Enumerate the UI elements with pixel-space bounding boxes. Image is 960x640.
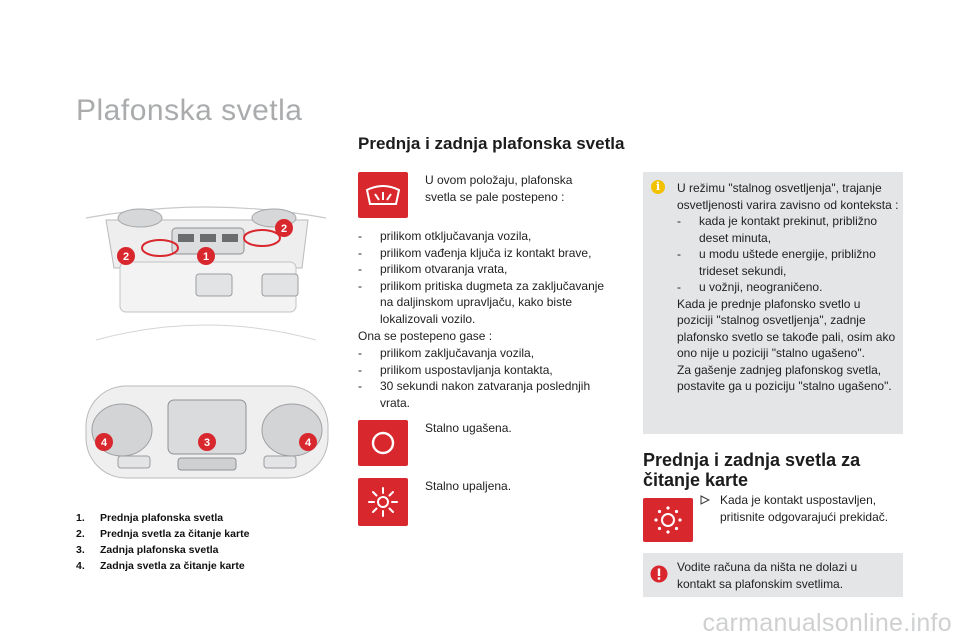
- lights-off-intro: Ona se postepeno gase :: [358, 329, 493, 343]
- svg-text:1: 1: [202, 251, 210, 263]
- callout-2-left: [117, 247, 135, 265]
- list-item: - prilikom pritiska dugmeta za zaključavanje na daljinskom upravljaču, kako biste lokalizovali vozilo.: [358, 278, 620, 328]
- lights-on-list: [358, 228, 620, 327]
- list-item: - kada je kontakt prekinut, približno deset minuta,: [677, 213, 899, 246]
- legend-item: 3. Zadnja plafonska svetla: [76, 544, 219, 556]
- svg-text:4: 4: [304, 437, 312, 449]
- list-item: - u vožnji, neograničeno.: [677, 279, 899, 296]
- always-off-icon-box: [358, 420, 408, 466]
- legend-item: 4. Zadnja svetla za čitanje karte: [76, 560, 245, 572]
- legend-list: [76, 510, 249, 574]
- callout-3: [198, 433, 216, 451]
- lights-off-list: [358, 345, 620, 411]
- page-title: Plafonska svetla: [76, 94, 303, 127]
- svg-text:2: 2: [122, 251, 130, 263]
- door-courtesy-icon-box: [358, 172, 408, 218]
- callout-2-right: [275, 219, 293, 237]
- reading-instruction: Kada je kontakt uspostavljen, pritisnite odgovarajući prekidač.: [700, 492, 900, 525]
- info-icon: i: [651, 180, 665, 194]
- list-item: - prilikom otključavanja vozila,: [358, 228, 620, 245]
- info-paragraph: Za gašenje zadnjeg plafonskog svetla, postavite ga u poziciju "stalno ugašeno".: [677, 362, 892, 393]
- reading-lights-title: Prednja i zadnja svetla za čitanje karte: [643, 450, 861, 490]
- legend-item: 2. Prednja svetla za čitanje karte: [76, 528, 250, 540]
- info-intro: U režimu "stalnog osvetljenja", trajanje osvetljenosti varira zavisno od konteksta :: [677, 181, 899, 212]
- reading-light-icon: [652, 504, 684, 536]
- svg-text:4: 4: [100, 437, 108, 449]
- always-on-label: Stalno upaljena.: [425, 479, 512, 493]
- callout-4-right: [299, 433, 317, 451]
- reading-light-icon-box: [643, 498, 693, 542]
- always-on-icon-box: [358, 478, 408, 526]
- intro-text: U ovom položaju, plafonska svetla se pale postepeno :: [425, 173, 573, 204]
- list-item: - prilikom vađenja ključa iz kontakt brave,: [358, 245, 620, 262]
- section-title: Prednja i zadnja plafonska svetla: [358, 134, 625, 153]
- list-item: - 30 sekundi nakon zatvaranja poslednjih vrata.: [358, 378, 620, 411]
- warning-text: Vodite računa da ništa ne dolazi u kontakt sa plafonskim svetlima.: [677, 560, 858, 591]
- list-item: - prilikom otvaranja vrata,: [358, 261, 620, 278]
- warning-icon: [650, 565, 668, 583]
- rear-ceiling-light-illustration: [82, 382, 332, 482]
- bullet-pointer-icon: [700, 495, 710, 505]
- always-off-label: Stalno ugašena.: [425, 421, 512, 435]
- car-door-light-icon: [363, 180, 403, 210]
- svg-text:3: 3: [203, 437, 211, 449]
- list-item: - prilikom uspostavljanja kontakta,: [358, 362, 620, 379]
- callout-1: [197, 247, 215, 265]
- info-paragraph: Kada je prednje plafonsko svetlo u poziciji "stalnog osvetljenja", zadnje plafonsko svetlo se takođe pali, osim ako ono nije u poziciji "stalno ugašeno".: [677, 296, 896, 360]
- sun-on-icon: [366, 485, 400, 519]
- list-item: - prilikom zaključavanja vozila,: [358, 345, 620, 362]
- warning-box: [643, 553, 903, 597]
- list-item: - u modu uštede energije, približno trideset sekundi,: [677, 246, 899, 279]
- info-box: [643, 172, 903, 434]
- circle-off-icon: [368, 428, 398, 458]
- svg-text:2: 2: [280, 223, 288, 235]
- callout-4-left: [95, 433, 113, 451]
- watermark: carmanualsonline.info: [702, 609, 952, 637]
- front-ceiling-light-illustration: [76, 190, 338, 360]
- legend-item: 1. Prednja plafonska svetla: [76, 512, 224, 524]
- info-list: [677, 213, 899, 296]
